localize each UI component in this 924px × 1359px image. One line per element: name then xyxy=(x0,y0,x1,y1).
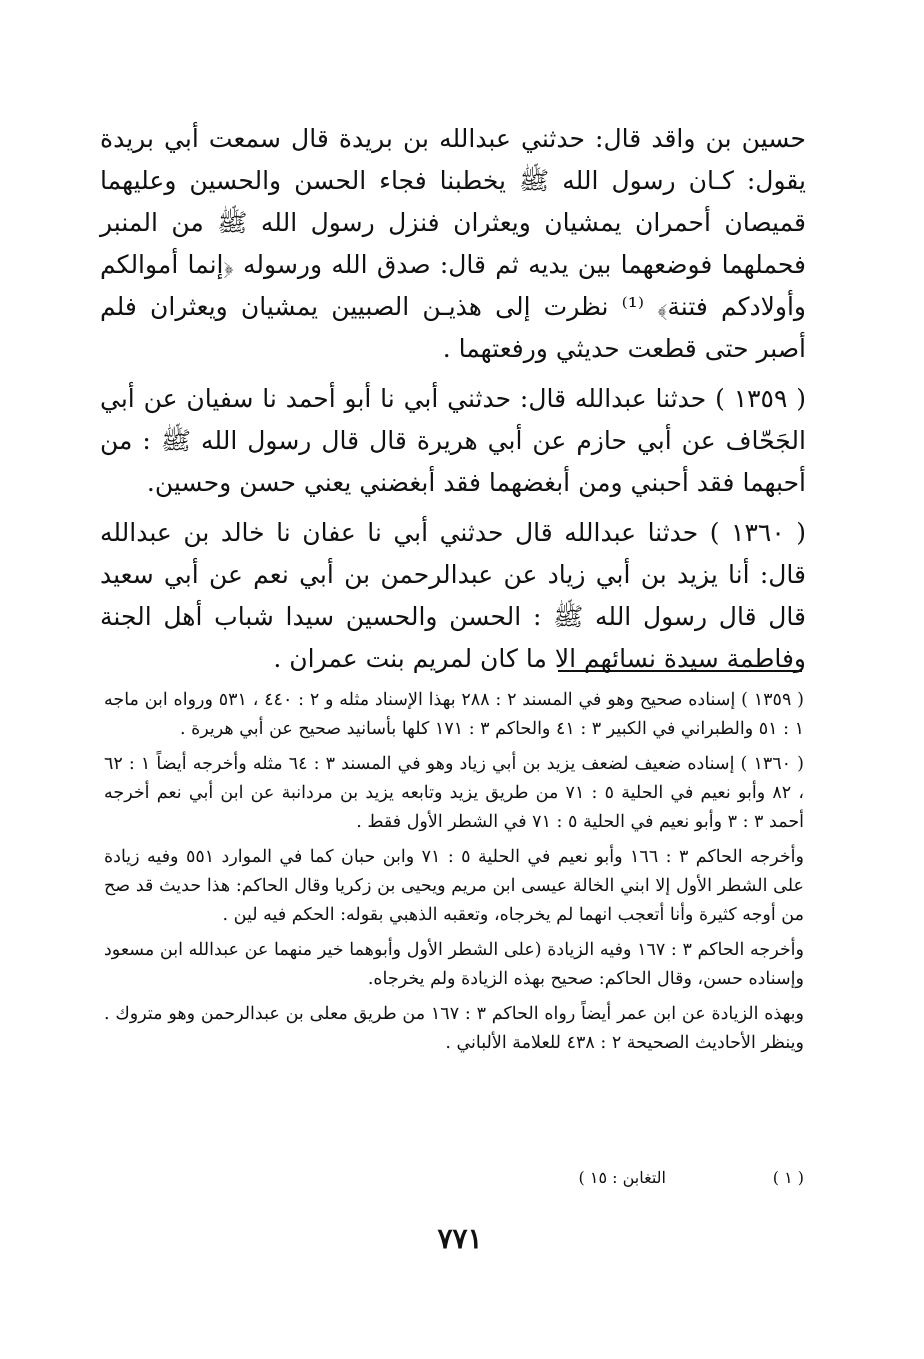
footnote-1360-continued-2: وأخرجه الحاكم ٣ : ١٦٧ وفيه الزيادة (على الشطر الأول وأبوهما خير منهما عن عبدالله ابن مسعود وإسناده حسن، وقال الحاكم: صحيح بهذه الزيادة ولم يخرجاه. xyxy=(104,940,804,989)
quran-reference-text: التغابن : ١٥ ) xyxy=(578,1168,666,1187)
footnote-1360: ( ١٣٦٠ ) إسناده ضعيف لضعف يزيد بن أبي زياد وهو في المسند ٣ : ٦٤ مثله وأخرجه أيضاً ١ : ٦٢ ، ٨٢ وأبو نعيم في الحلية ٥ : ٧١ من طريق يزيد وتابعه يزيد بن مردانبة عن ابن أبي نعم أخرجه أحمد ٣ : ٣ وأبو نعيم في الحلية ٥ : ٧١ في الشطر الأول فقط . xyxy=(104,754,805,832)
quran-reference-footnote xyxy=(104,1165,804,1191)
footnote-1360-continued-1: وأخرجه الحاكم ٣ : ١٦٦ وأبو نعيم في الحلية ٥ : ٧١ وابن حبان كما في الموارد ٥٥١ وفيه زيادة على الشطر الأول إلا ابني الخالة عيسى ابن مريم ويحيى بن زكريا وقال الحاكم: هذا حديث قد صح من أوجه كثيرة وأنا أتعجب انهما لم يخرجاه، وتعقبه الذهبي بقوله: الحكم فيه لين . xyxy=(104,847,804,925)
footnote-divider xyxy=(558,670,802,672)
page-number: ٧٧١ xyxy=(437,1222,483,1255)
hadith-1359-paragraph: ( ١٣٥٩ ) حدثنا عبدالله قال: حدثني أبي نا أبو أحمد نا سفيان عن أبي الجَحّاف عن أبي حازم عن أبي هريرة قال قال رسول الله ﷺ : من أحبهما فقد أحبني ومن أبغضهما فقد أبغضني يعني حسن وحسين. xyxy=(100,384,806,497)
main-text xyxy=(100,118,806,688)
hadith-continuation-paragraph: حسين بن واقد قال: حدثني عبدالله بن بريدة قال سمعت أبي بريدة يقول: كـان رسول الله ﷺ يخطبنا فجاء الحسن والحسين وعليهما قميصان أحمران يمشيان ويعثران فنزل رسول الله ﷺ من المنبر فحملهما فوضعهما بين يديه ثم قال: صدق الله ورسوله ﴿إنما أموالكم وأولادكم فتنة﴾ ⁽¹⁾ نظرت إلى هذيـن الصبيين يمشيان ويعثران فلم أصبر حتى قطعت حديثي ورفعتهما . xyxy=(100,124,807,363)
hadith-1360-paragraph: ( ١٣٦٠ ) حدثنا عبدالله قال حدثني أبي نا عفان نا خالد بن عبدالله قال: أنا يزيد بن أبي زياد عن عبدالرحمن بن أبي نعم عن أبي سعيد قال قال رسول الله ﷺ : الحسن والحسين سيدا شباب أهل الجنة وفاطمة سيدة نسائهم الا ما كان لمريم بنت عمران . xyxy=(100,518,807,673)
footnotes xyxy=(104,686,804,1064)
footnote-1360-continued-3: وبهذه الزيادة عن ابن عمر أيضاً رواه الحاكم ٣ : ١٦٧ من طريق معلى بن عبدالرحمن وهو متروك . وينظر الأحاديث الصحيحة ٢ : ٤٣٨ للعلامة الألباني . xyxy=(104,1004,804,1053)
footnote-1359: ( ١٣٥٩ ) إسناده صحيح وهو في المسند ٢ : ٢٨٨ بهذا الإسناد مثله و ٢ : ٤٤٠ ، ٥٣١ ورواه ابن ماجه ١ : ٥١ والطبراني في الكبير ٣ : ٤١ والحاكم ٣ : ١٧١ كلها بأسانيد صحيح عن أبي هريرة . xyxy=(104,690,804,739)
quran-reference-number: ( ١ ) xyxy=(772,1168,804,1187)
